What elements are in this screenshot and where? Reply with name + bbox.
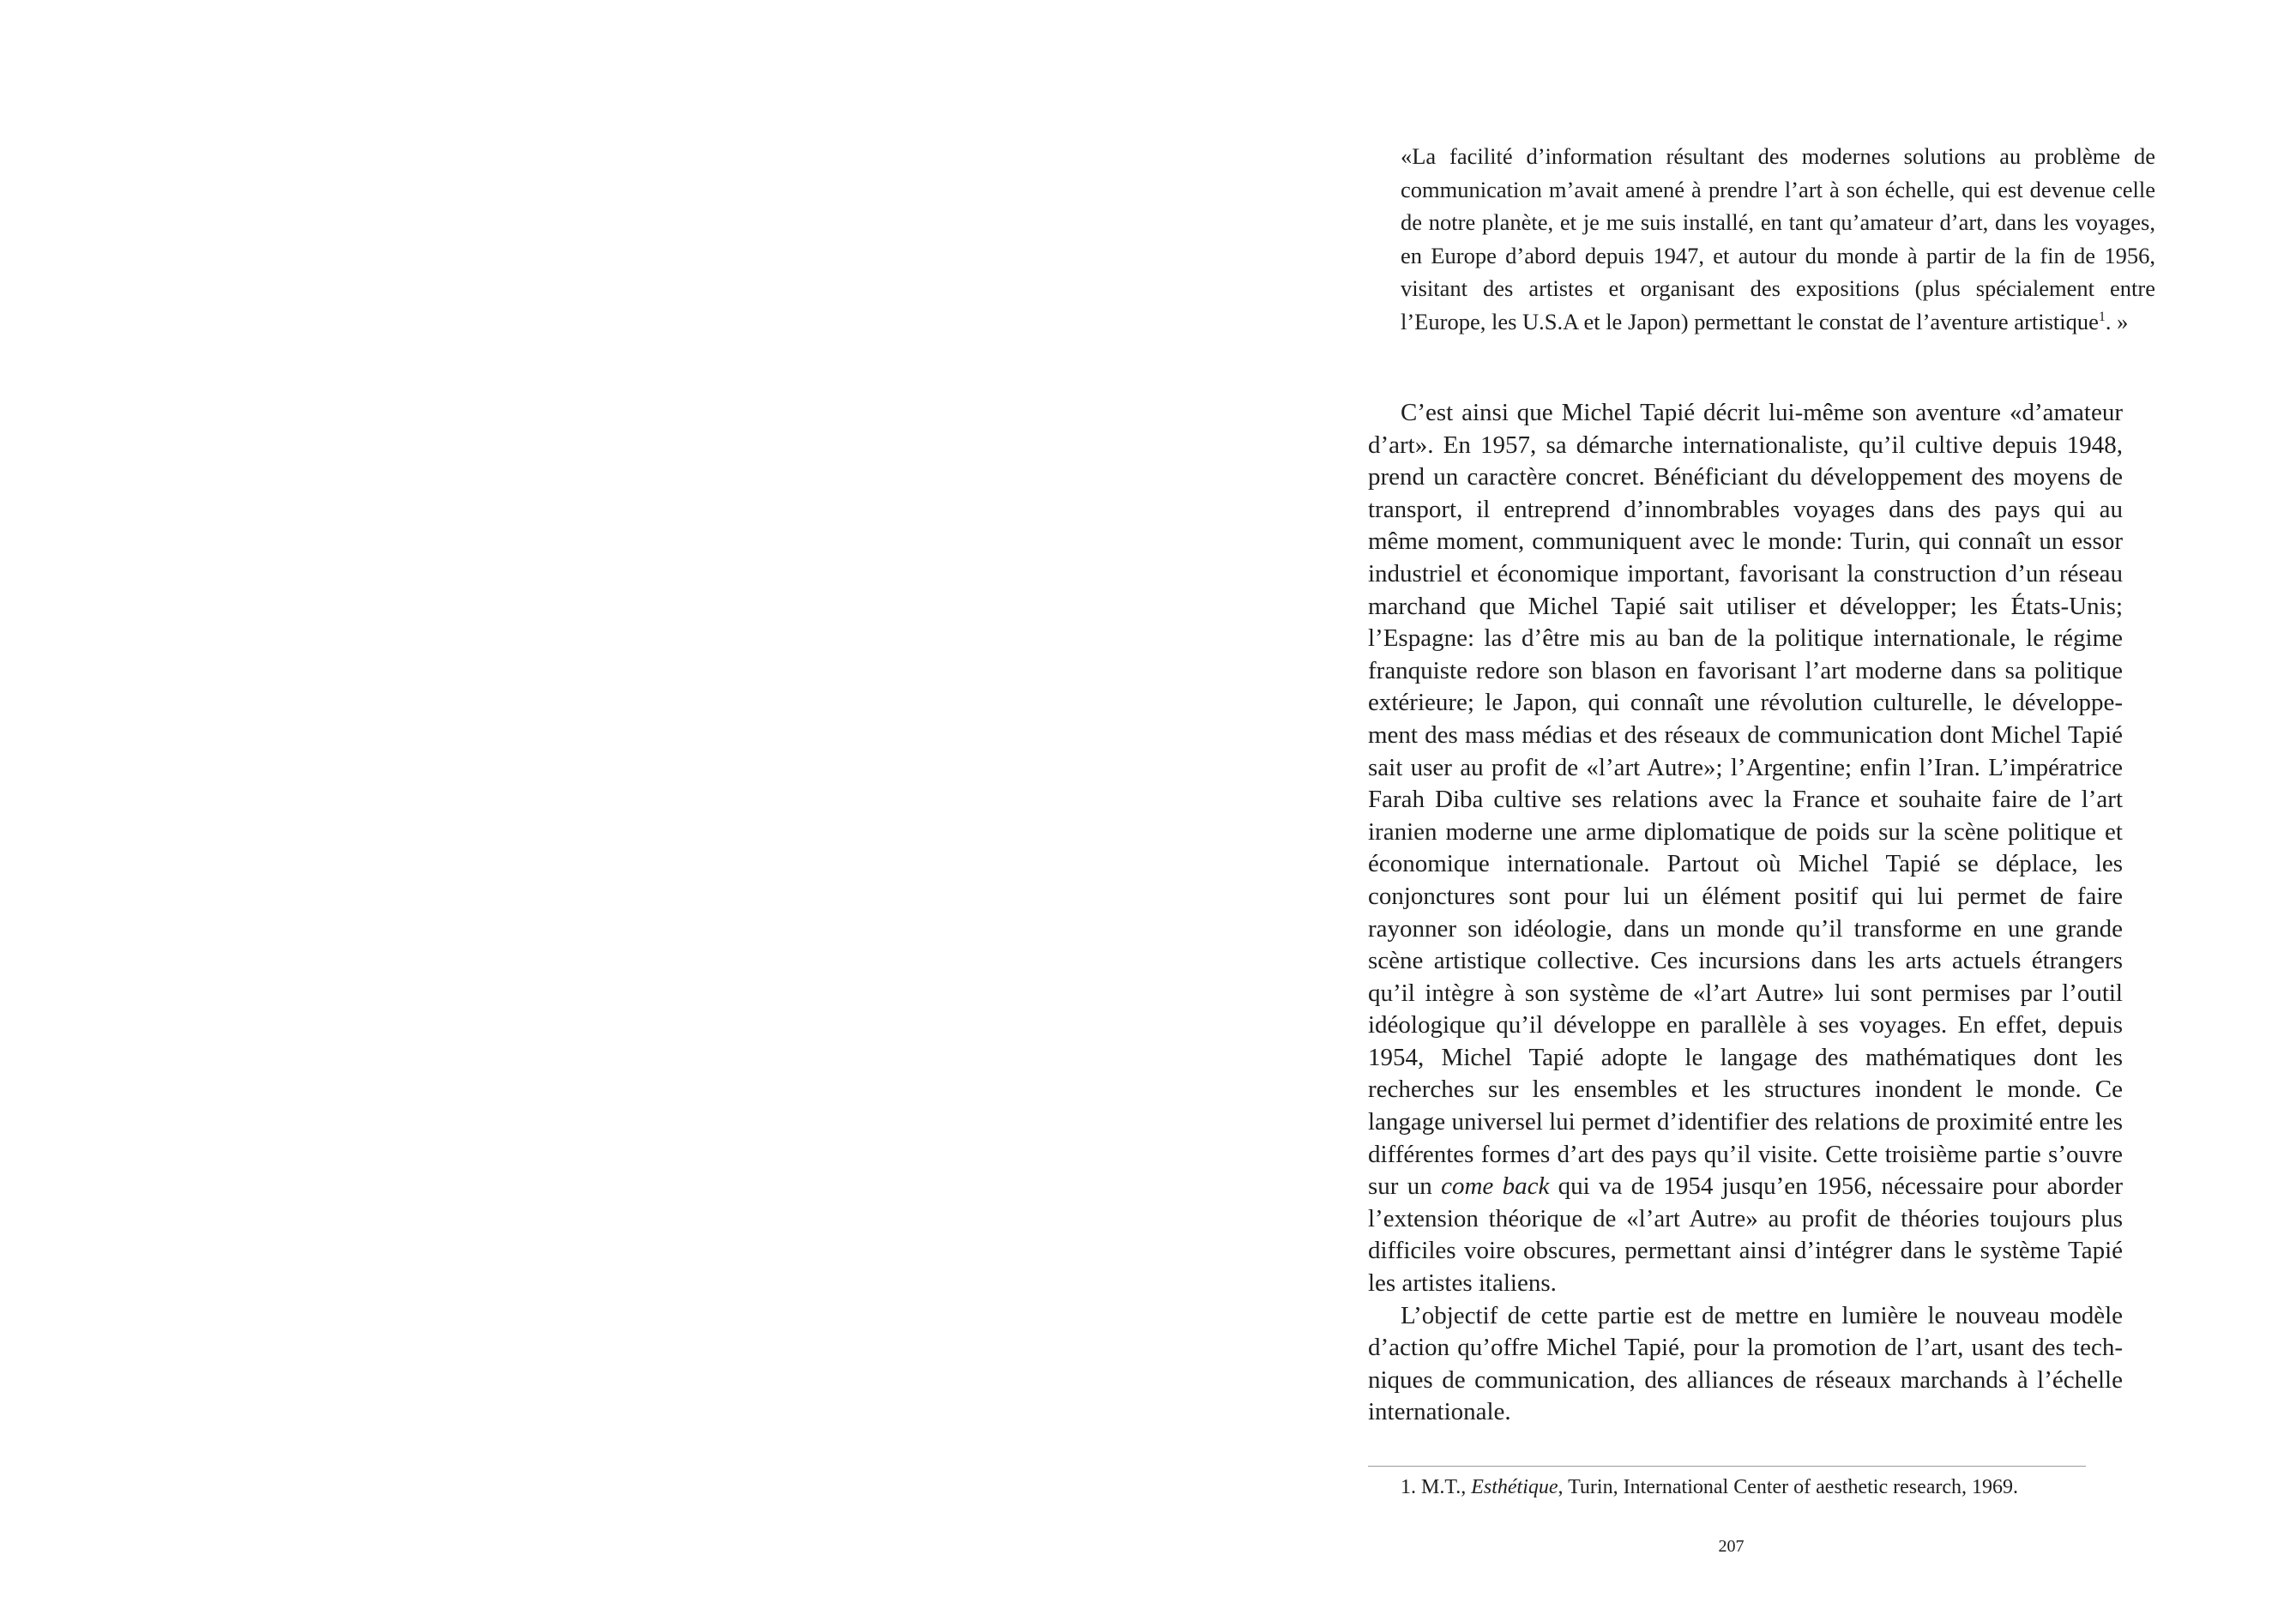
footnote-reference: 1: [2098, 310, 2106, 325]
body-text: [1368, 397, 2123, 1429]
body-paragraph-1: [1368, 397, 2123, 1300]
epigraph-closing: . »: [2105, 308, 2129, 334]
footnote-separator: [1368, 1466, 2086, 1467]
paragraph-1-part-2: qui va de 1954 jusqu’en 1956, nécessaire pour aborder l’extension théorique de «l’art Autre» au profit de théories toujours plus difficiles voire obscures, permettant ainsi d’intégrer dans le système Tapié les artistes italiens.: [1368, 1172, 2123, 1298]
epigraph-quote: [1401, 140, 2155, 339]
footnote-rest: , Turin, International Center of aesthetic research, 1969.: [1558, 1476, 2019, 1498]
footnote: [1401, 1473, 2138, 1501]
paragraph-1-part-1: C’est ainsi que Michel Tapié décrit lui-même son aventure «d’amateur d’art». En 1957, sa démarche internationaliste, qu’il cultive depuis 1948, prend un caractère concret. Bénéficiant du développement des moyens de transport, il entreprend d’innombrables voyages dans des pays qui au même moment, communiquent avec le monde: Turin, qui connaît un essor industriel et économique important, favorisant la construction d’un réseau marchand que Michel Tapié sait utiliser et développer; les États-Unis; l’Espagne: las d’être mis au ban de la politique internationale, le régime franquiste redore son blason en favorisant l’art moderne dans sa politique extérieure; le Japon, qui connaît une révolution culturelle, le développement des mass médias et des réseaux de communication dont Michel Tapié sait user au profit de «l’art Autre»; l’Argentine; enfin l’Iran. L’impératrice Farah Diba cultive ses relations avec la France et souhaite faire de l’art iranien moderne une arme diplomatique de poids sur la scène politique et économique internationale. Partout où Michel Tapié se déplace, les conjonctures sont pour lui un élément positif qui lui permet de faire rayonner son idéologie, dans un monde qu’il transforme en une grande scène artistique collective. Ces incursions dans les arts actuels étrangers qu’il intègre à son système de «l’art Autre» lui sont permises par l’outil idéologique qu’il développe en parallèle à ses voyages. En effet, depuis 1954, Michel Tapié adopte le langage des mathématiques dont les recherches sur les ensembles et les structures inondent le monde. Ce langage universel lui permet d’identifier des relations de proximité entre les différentes formes d’art des pays qu’il visite. Cette troisième partie s’ouvre sur un: [1368, 399, 2123, 1201]
footnote-author: M.T.,: [1421, 1476, 1467, 1498]
footnote-number: 1.: [1401, 1476, 1416, 1498]
footnote-title: Esthétique: [1471, 1476, 1558, 1498]
right-page: [1148, 0, 2296, 1621]
epigraph-text: «La facilité d’information résultant des modernes solutions au problème de communication m’avait amené à prendre l’art à son échelle, qui est devenue celle de notre planète, et je me suis installé, en tant qu’amateur d’art, dans les voyages, en Europe d’abord depuis 1947, et autour du monde à partir de la fin de 1956, visitant des artistes et organisant des expositions (plus spécialement entre l’Europe, les U.S.A et le Japon) permettant le constat de l’aventure artistique: [1401, 143, 2155, 334]
page-number: 207: [1718, 1537, 1745, 1556]
body-paragraph-2: L’objectif de cette partie est de mettre en lumière le nouveau modèle d’action qu’offre Michel Tapié, pour la promotion de l’art, usant des techniques de communication, des alliances de réseaux marchands à l’échelle internationale.: [1368, 1301, 2123, 1426]
paragraph-1-italic: come back: [1441, 1172, 1550, 1201]
